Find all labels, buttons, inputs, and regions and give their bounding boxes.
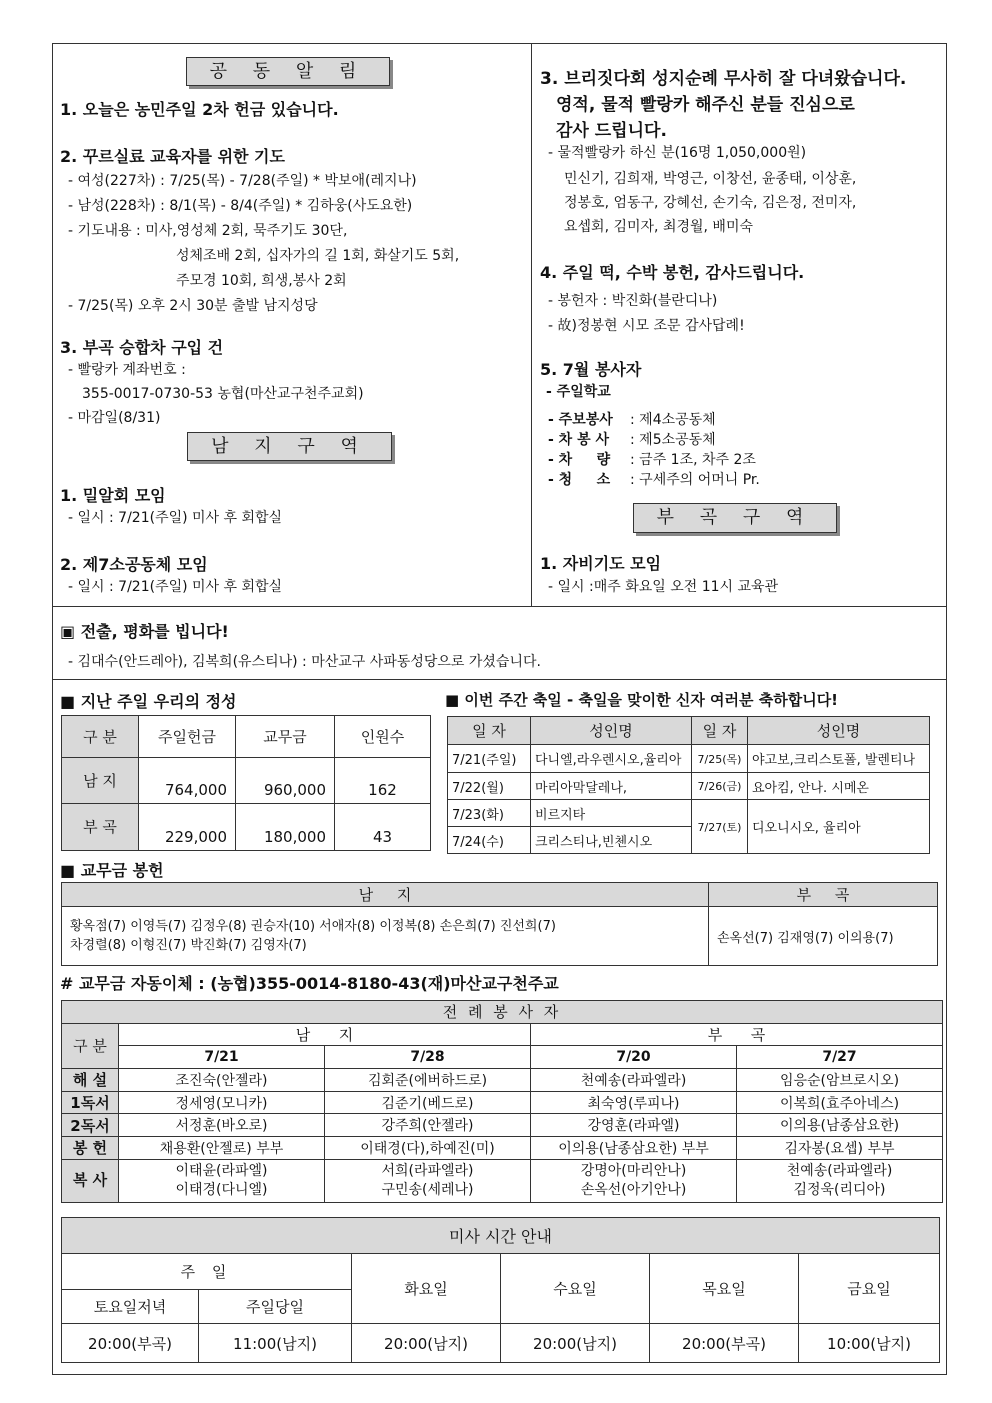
feast-date: 7/22(월) [448, 773, 531, 800]
dues-header-namji: 남 지 [62, 883, 709, 907]
right-item-5-value: : 제4소공동체 [630, 412, 716, 428]
right-item-5-value: : 제5소공동체 [630, 432, 716, 448]
right-item-3-line: 3. 브리짓다회 성지순례 무사히 잘 다녀왔습니다. [540, 69, 907, 89]
dues-title: ■ 교무금 봉헌 [60, 861, 164, 880]
right-item-5-sub: - 주일학교 [546, 384, 611, 400]
liturgy-role: 2독서 [62, 1114, 119, 1137]
liturgy-cell: 이의용(남종삼요한) [737, 1114, 943, 1137]
offering-cell: 960,000 [236, 758, 335, 803]
offering-cell: 162 [335, 758, 431, 803]
feast-date: 7/25(목) [692, 745, 748, 773]
liturgy-cell: 이의용(남종삼요한) 부부 [531, 1137, 737, 1160]
offering-row-name: 부 곡 [62, 803, 139, 850]
liturgy-cell: 조진숙(안젤라) [119, 1069, 325, 1092]
feast-title: ■ 이번 주간 축일 - 축일을 맞이한 신자 여러분 축하합니다! [445, 691, 839, 709]
liturgy-title: 전 례 봉 사 자 [62, 1001, 943, 1024]
right-item-3-line: 영적, 물적 빨랑카 해주신 분들 진심으로 [556, 95, 855, 115]
common-item-3-line: - 빨랑카 계좌번호 : [68, 362, 186, 378]
liturgy-cell [325, 1159, 531, 1202]
right-item-3-sub: - 물적빨랑카 하신 분(16명 1,050,000원) [548, 145, 807, 161]
common-item-3-line: 355-0017-0730-53 농협(마산교구천주교회) [82, 386, 364, 402]
right-item-3-names: 민신기, 김희재, 박영근, 이창선, 윤종태, 이상훈, [564, 171, 857, 187]
mass-table [61, 1217, 940, 1363]
feast-date: 7/24(수) [448, 827, 531, 854]
right-item-3-names: 요셉회, 김미자, 최경월, 배미숙 [564, 219, 753, 235]
liturgy-cell: 채용환(안젤로) 부부 [119, 1137, 325, 1160]
liturgy-cell: 천예송(라파엘라) [531, 1069, 737, 1092]
mass-col: 목요일 [650, 1254, 799, 1324]
liturgy-role: 1독서 [62, 1091, 119, 1114]
liturgy-bugok: 부 곡 [531, 1023, 943, 1046]
right-item-4-line: - 故)정봉현 시모 조문 감사답례! [548, 318, 745, 334]
feast-names: 다니엘,라우렌시오,율리아 [531, 745, 692, 773]
offering-cell: 229,000 [139, 803, 236, 850]
liturgy-name: 이태윤(라파엘) [175, 1162, 268, 1179]
feast-header: 성인명 [531, 717, 692, 745]
dues-header-bugok: 부 곡 [709, 883, 938, 907]
offering-row-name: 남 지 [62, 758, 139, 803]
feast-header: 일 자 [692, 717, 748, 745]
common-item-2-line: - 기도내용 : 미사,영성체 2회, 묵주기도 30단, [68, 223, 348, 239]
column-divider [531, 43, 532, 606]
liturgy-date: 7/28 [325, 1046, 531, 1069]
liturgy-name: 김정욱(리디아) [793, 1181, 886, 1198]
dues-namji-line: 차경렬(8) 이형진(7) 박진화(7) 김영자(7) [70, 938, 307, 953]
common-item-2-line: - 7/25(목) 오후 2시 30분 출발 남지성당 [68, 298, 318, 314]
common-item-3-title: 3. 부곡 승합차 구입 건 [60, 338, 224, 357]
namji-item-2-title: 2. 제7소공동체 모임 [60, 555, 208, 574]
mass-sunday: 주 일 [62, 1254, 352, 1290]
offering-cell: 43 [335, 803, 431, 850]
offering-header: 교무금 [236, 716, 335, 758]
liturgy-date: 7/21 [119, 1046, 325, 1069]
feast-names: 마리아막달레나, [531, 773, 692, 800]
transfer-line: - 김대수(안드레아), 김복희(유스티나) : 마산교구 사파동성당으로 가셨습니다. [68, 654, 541, 670]
right-item-3-line: 감사 드립니다. [556, 121, 667, 141]
mass-title: 미사 시간 안내 [62, 1218, 940, 1254]
mass-col: 토요일저녁 [62, 1290, 199, 1324]
feast-table [447, 716, 930, 854]
liturgy-role: 봉 헌 [62, 1137, 119, 1160]
liturgy-role: 복 사 [62, 1159, 119, 1202]
bugok-item-1-line: - 일시 :매주 화요일 오전 11시 교육관 [548, 579, 779, 595]
mass-col: 금요일 [799, 1254, 940, 1324]
bugok-item-1-title: 1. 자비기도 모임 [540, 554, 662, 573]
liturgy-cell: 이복희(효주아네스) [737, 1091, 943, 1114]
offering-cell: 764,000 [139, 758, 236, 803]
liturgy-role: 해 설 [62, 1069, 119, 1092]
bugok-title: 부 곡 구 역 [633, 503, 837, 533]
mass-time: 10:00(남지) [799, 1324, 940, 1363]
common-item-2-line: 주모경 10회, 희생,봉사 2회 [176, 273, 347, 289]
common-item-2-line: - 남성(228차) : 8/1(목) - 8/4(주일) * 김하웅(사도요한) [68, 198, 413, 214]
liturgy-table [61, 1000, 943, 1203]
common-item-2-line: - 여성(227차) : 7/25(목) - 7/28(주일) * 박보애(레지나) [68, 173, 417, 189]
liturgy-date: 7/27 [737, 1046, 943, 1069]
liturgy-cell: 강영훈(라파엘) [531, 1114, 737, 1137]
feast-date: 7/27(토) [692, 800, 748, 854]
feast-names: 요아킴, 안나. 시메온 [748, 773, 930, 800]
offering-header: 인원수 [335, 716, 431, 758]
offering-title: ■ 지난 주일 우리의 정성 [60, 692, 237, 711]
right-item-5-value: : 금주 1조, 차주 2조 [630, 452, 756, 468]
dues-namji-names [62, 907, 709, 966]
right-item-5-value: : 구세주의 어머니 Pr. [630, 472, 760, 488]
liturgy-name: 서희(라파엘라) [381, 1162, 474, 1179]
feast-header: 성인명 [748, 717, 930, 745]
common-item-2-title: 2. 꾸르실료 교육자를 위한 기도 [60, 147, 285, 166]
liturgy-cell: 김자봉(요셉) 부부 [737, 1137, 943, 1160]
right-item-4-title: 4. 주일 떡, 수박 봉헌, 감사드립니다. [540, 263, 805, 282]
feast-date: 7/26(금) [692, 773, 748, 800]
liturgy-namji: 남 지 [119, 1023, 531, 1046]
right-item-5-label: - 주보봉사 [548, 412, 613, 428]
namji-item-1-title: 1. 밀알회 모임 [60, 486, 166, 505]
mass-col: 화요일 [352, 1254, 501, 1324]
liturgy-name: 손옥선(아기안나) [580, 1181, 687, 1198]
liturgy-name: 구민송(세레나) [381, 1181, 474, 1198]
section-divider [52, 679, 947, 680]
right-item-5-label: - 청 소 [548, 472, 611, 488]
liturgy-cell: 이태경(다),하예진(미) [325, 1137, 531, 1160]
feast-names: 디오니시오, 율리아 [748, 800, 930, 854]
feast-date: 7/21(주일) [448, 745, 531, 773]
feast-names: 크리스티나,빈첸시오 [531, 827, 692, 854]
mass-time: 20:00(남지) [501, 1324, 650, 1363]
namji-item-1-line: - 일시 : 7/21(주일) 미사 후 회합실 [68, 510, 283, 526]
dues-autopay: # 교무금 자동이체 : (농협)355-0014-8180-43(재)마산교구천주교 [60, 974, 559, 993]
liturgy-cell: 김회준(에버하드로) [325, 1069, 531, 1092]
offering-cell: 180,000 [236, 803, 335, 850]
common-notice-title: 공 동 알 림 [186, 57, 390, 86]
offering-header: 주일헌금 [139, 716, 236, 758]
mass-time: 20:00(부곡) [62, 1324, 199, 1363]
feast-header: 일 자 [448, 717, 531, 745]
liturgy-cell: 김준기(베드로) [325, 1091, 531, 1114]
dues-bugok-names: 손옥선(7) 김재영(7) 이의용(7) [709, 907, 938, 966]
mass-col: 주일당일 [199, 1290, 352, 1324]
liturgy-name: 강명아(마리안나) [580, 1162, 687, 1179]
common-item-3-line: - 마감일(8/31) [68, 410, 161, 426]
liturgy-name: 이태경(다니엘) [175, 1181, 268, 1198]
liturgy-cell: 정세영(모니카) [119, 1091, 325, 1114]
liturgy-cell [119, 1159, 325, 1202]
liturgy-cell: 서정훈(바오로) [119, 1114, 325, 1137]
offering-table [61, 715, 431, 851]
liturgy-name: 천예송(라파엘라) [786, 1162, 893, 1179]
dues-namji-line: 황옥점(7) 이영득(7) 김정우(8) 권승자(10) 서애자(8) 이정복(8) 손은희(7) 진선희(7) [70, 919, 556, 934]
dues-table [61, 882, 938, 966]
section-divider [52, 606, 947, 607]
liturgy-corner: 구 분 [62, 1023, 119, 1068]
right-item-4-line: - 봉헌자 : 박진화(블란디나) [548, 293, 718, 309]
offering-header: 구 분 [62, 716, 139, 758]
mass-col: 수요일 [501, 1254, 650, 1324]
liturgy-cell: 최숙영(루피나) [531, 1091, 737, 1114]
feast-names: 야고보,크리스토폴, 발렌티나 [748, 745, 930, 773]
common-item-1: 1. 오늘은 농민주일 2차 헌금 있습니다. [60, 100, 339, 119]
namji-title: 남 지 구 역 [187, 432, 392, 461]
mass-time: 20:00(남지) [352, 1324, 501, 1363]
right-item-5-title: 5. 7월 봉사자 [540, 360, 642, 379]
transfer-title: ▣ 전출, 평화를 빕니다! [60, 622, 229, 641]
namji-item-2-line: - 일시 : 7/21(주일) 미사 후 회합실 [68, 579, 283, 595]
right-item-5-label: - 차 봉 사 [548, 432, 610, 448]
common-item-2-line: 성체조배 2회, 십자가의 길 1회, 화살기도 5회, [176, 248, 460, 264]
mass-time: 11:00(남지) [199, 1324, 352, 1363]
liturgy-cell: 임응순(암브로시오) [737, 1069, 943, 1092]
right-item-3-names: 정봉호, 엄동구, 강혜선, 손기숙, 김은정, 전미자, [564, 195, 857, 211]
feast-date: 7/23(화) [448, 800, 531, 827]
liturgy-date: 7/20 [531, 1046, 737, 1069]
liturgy-cell: 강주희(안젤라) [325, 1114, 531, 1137]
liturgy-cell [737, 1159, 943, 1202]
right-item-5-label: - 차 량 [548, 452, 611, 468]
feast-names: 비르지타 [531, 800, 692, 827]
liturgy-cell [531, 1159, 737, 1202]
mass-time: 20:00(부곡) [650, 1324, 799, 1363]
